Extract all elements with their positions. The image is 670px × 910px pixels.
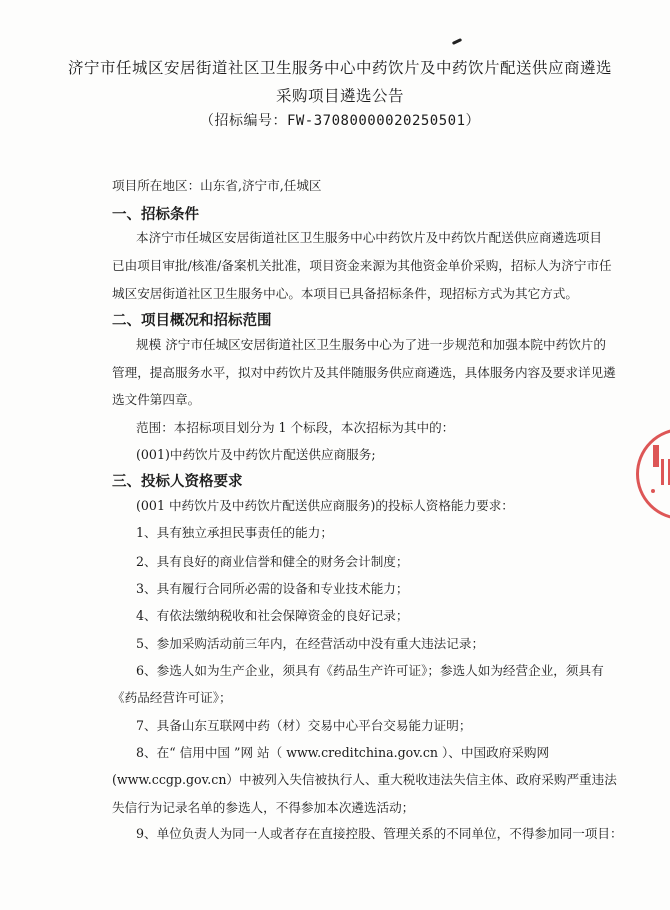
section-1-line-3: 城区安居街道社区卫生服务中心。本项目已具备招标条件，现招标方式为其它方式。	[112, 286, 578, 301]
requirement-2: 2、具有良好的商业信誉和健全的财务会计制度；	[136, 554, 409, 569]
requirement-6-line-1: 6、参选人如为生产企业，须具有《药品生产许可证》；参选人如为经营企业，须具有	[136, 663, 604, 678]
requirement-4: 4、有依法缴纳税收和社会保障资金的良好记录；	[136, 608, 409, 623]
title-line-2: 采购项目遴选公告	[275, 87, 404, 105]
section-2-scope: 范围：本招标项目划分为 1 个标段，本次招标为其中的：	[136, 420, 455, 435]
section-2-heading: 二、项目概况和招标范围	[112, 313, 272, 329]
section-2-line-1: 规模 济宁市任城区安居街道社区卫生服务中心为了进一步规范和加强本院中药饮片的	[136, 337, 606, 352]
project-location: 项目所在地区：山东省,济宁市,任城区	[112, 178, 322, 193]
section-1-line-2: 已由项目审批/核准/备案机关批准，项目资金来源为其他资金单价采购，招标人为济宁市任	[112, 258, 612, 273]
section-3-intro: (001 中药饮片及中药饮片配送供应商服务)的投标人资格能力要求：	[136, 498, 514, 513]
requirement-3: 3、具有履行合同所必需的设备和专业技术能力；	[136, 581, 409, 596]
requirement-8-line-1: 8、在“ 信用中国 ”网 站（ www.creditchina.gov.cn ）、中国政府采购网	[136, 745, 550, 760]
requirement-8-line-3: 失信行为记录名单的参选人，不得参加本次遴选活动；	[112, 800, 415, 815]
section-1-line-1: 本济宁市任城区安居街道社区卫生服务中心中药饮片及中药饮片配送供应商遴选项目	[136, 230, 602, 245]
requirement-9: 9、单位负责人为同一人或者存在直接控股、管理关系的不同单位，不得参加同一项目：	[136, 826, 623, 841]
section-1-heading: 一、招标条件	[112, 207, 199, 223]
title-line-1: 济宁市任城区安居街道社区卫生服务中心中药饮片及中药饮片配送供应商遴选	[67, 59, 612, 77]
section-2-line-2: 管理，提高服务水平，拟对中药饮片及其伴随服务供应商遴选，具体服务内容及要求详见遴	[112, 365, 616, 380]
section-2-lot: (001)中药饮片及中药饮片配送供应商服务;	[136, 447, 376, 462]
official-seal-stamp	[636, 428, 670, 520]
requirement-8-line-2: (www.ccgp.gov.cn）中被列入失信被执行人、重大税收违法失信主体、政府采购严重违法	[112, 772, 617, 787]
requirement-1: 1、具有独立承担民事责任的能力；	[136, 525, 333, 540]
pen-mark	[452, 38, 462, 45]
section-2-line-3: 选文件第四章。	[112, 392, 201, 407]
tender-code: （招标编号：FW-37080000020250501）	[199, 113, 481, 129]
requirement-5: 5、参加采购活动前三年内，在经营活动中没有重大违法记录；	[136, 636, 485, 651]
requirement-7: 7、具备山东互联网中药（材）交易中心平台交易能力证明；	[136, 718, 472, 733]
section-3-heading: 三、投标人资格要求	[112, 474, 243, 490]
requirement-6-line-2: 《药品经营许可证》；	[112, 690, 232, 705]
